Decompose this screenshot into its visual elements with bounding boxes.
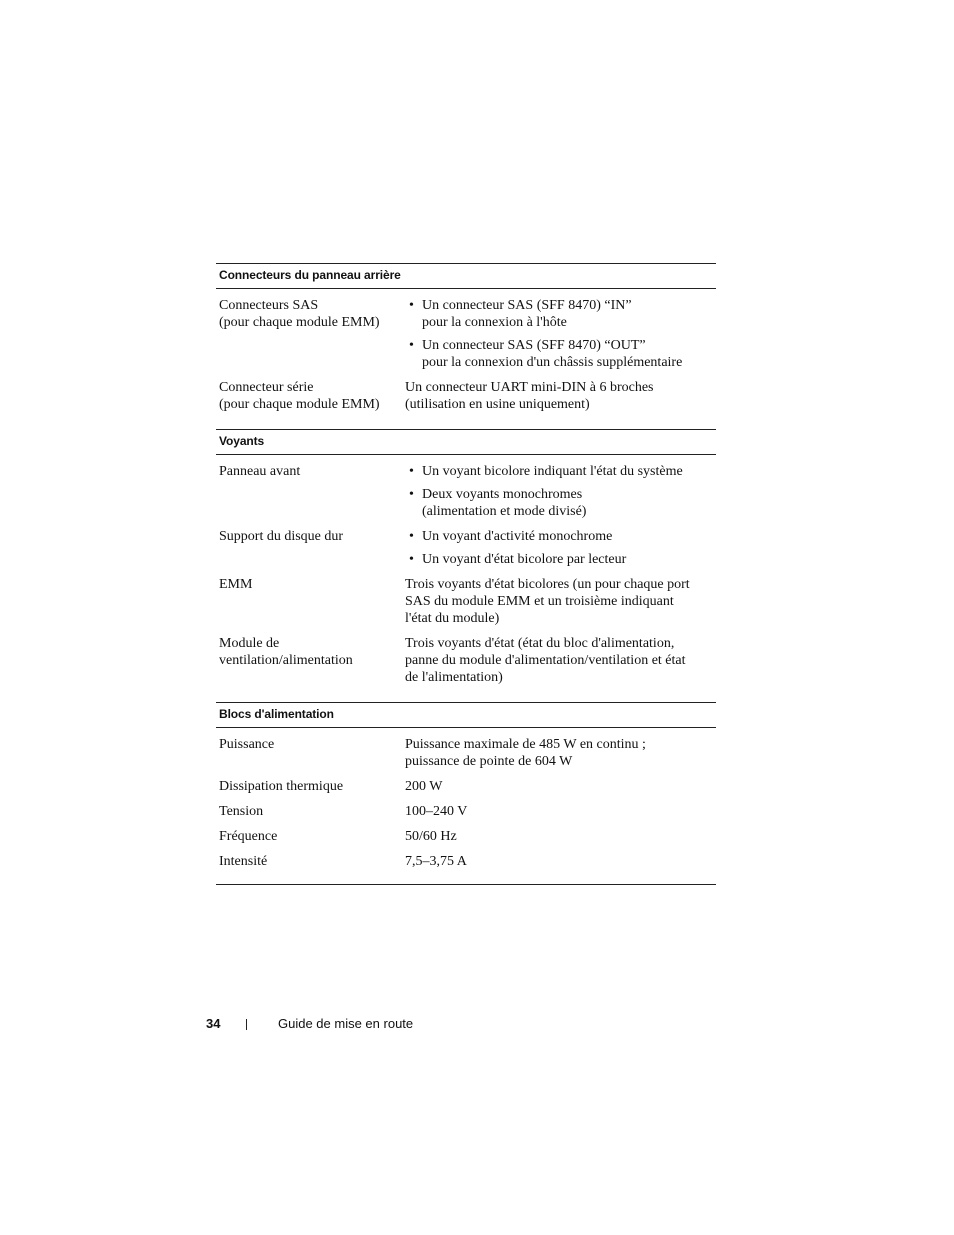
bullet-line: • Deux voyants monochromes xyxy=(422,487,583,502)
specifications-table xyxy=(216,263,716,886)
bullet-line: • Un connecteur SAS (SFF 8470) “IN” xyxy=(422,298,632,313)
section-rear-panel-connectors xyxy=(216,263,716,429)
spec-value-line: de l'alimentation) xyxy=(405,670,503,685)
spec-label xyxy=(216,736,405,770)
spec-label-line: Panneau avant xyxy=(219,464,301,479)
spec-label-line: ventilation/alimentation xyxy=(219,653,353,668)
spec-value-line: 50/60 Hz xyxy=(405,829,457,844)
spec-label xyxy=(216,635,405,686)
spec-value xyxy=(405,635,716,686)
spec-value-line: Trois voyants d'état bicolores (un pour chaque port xyxy=(405,577,690,592)
spec-label-line: Connecteurs SAS xyxy=(219,298,319,313)
bullet-item xyxy=(405,486,708,520)
spec-value-line: Un connecteur UART mini-DIN à 6 broches xyxy=(405,380,654,395)
spec-value xyxy=(405,828,716,845)
spec-value xyxy=(405,528,716,568)
bullet-line: pour la connexion à l'hôte xyxy=(422,315,567,330)
spec-label-line: (pour chaque module EMM) xyxy=(219,315,380,330)
spec-value xyxy=(405,379,716,413)
spec-row-amperage xyxy=(216,853,716,870)
spec-row-wattage xyxy=(216,736,716,770)
spec-label-line: Module de xyxy=(219,636,280,651)
spec-label-line: Fréquence xyxy=(219,829,278,844)
footer-separator xyxy=(246,1019,247,1030)
bullet-line: • Un voyant d'activité monochrome xyxy=(422,529,613,544)
spec-label-line: Support du disque dur xyxy=(219,529,344,544)
section-power-supplies xyxy=(216,702,716,886)
bullet-item xyxy=(405,551,708,568)
bullet-line: pour la connexion d'un châssis supplémentaire xyxy=(422,355,683,370)
spec-value xyxy=(405,463,716,520)
spec-value-line: (utilisation en usine uniquement) xyxy=(405,397,590,412)
spec-value-line: Trois voyants d'état (état du bloc d'alimentation, xyxy=(405,636,675,651)
spec-row-front-panel xyxy=(216,463,716,520)
spec-row-heat-dissipation xyxy=(216,778,716,795)
spec-row-fan-power-module xyxy=(216,635,716,686)
spec-label xyxy=(216,803,405,820)
spec-label-line: Puissance xyxy=(219,737,275,752)
spec-label-line: Connecteur série xyxy=(219,380,314,395)
spec-value xyxy=(405,853,716,870)
spec-label xyxy=(216,828,405,845)
spec-row-voltage xyxy=(216,803,716,820)
section-title: Blocs d'alimentation xyxy=(216,702,716,728)
spec-value-line: SAS du module EMM et un troisième indiquant xyxy=(405,594,674,609)
guide-title: Guide de mise en route xyxy=(278,1016,414,1031)
spec-value xyxy=(405,736,716,770)
section-title: Voyants xyxy=(216,429,716,455)
spec-value-line: l'état du module) xyxy=(405,611,500,626)
table-bottom-rule xyxy=(216,884,716,885)
section-indicators xyxy=(216,429,716,702)
spec-label xyxy=(216,297,405,371)
spec-label-line: EMM xyxy=(219,577,253,592)
spec-label-line: (pour chaque module EMM) xyxy=(219,397,380,412)
spec-row-hard-drive-carrier xyxy=(216,528,716,568)
bullet-item xyxy=(405,297,708,331)
bullet-line: • Un voyant d'état bicolore par lecteur xyxy=(422,552,627,567)
spec-label xyxy=(216,778,405,795)
section-title: Connecteurs du panneau arrière xyxy=(216,263,716,289)
spec-label xyxy=(216,576,405,627)
spec-label xyxy=(216,528,405,568)
spec-value-line: 100–240 V xyxy=(405,804,468,819)
spec-value-line: 7,5–3,75 A xyxy=(405,854,467,869)
bullet-line: (alimentation et mode divisé) xyxy=(422,504,587,519)
spec-label-line: Tension xyxy=(219,804,264,819)
spec-value-line: panne du module d'alimentation/ventilation et état xyxy=(405,653,686,668)
spec-value xyxy=(405,803,716,820)
spec-value-line: Puissance maximale de 485 W en continu ; xyxy=(405,737,646,752)
bullet-item xyxy=(405,337,708,371)
spec-value-line: 200 W xyxy=(405,779,443,794)
spec-label xyxy=(216,379,405,413)
page-number: 34 xyxy=(206,1016,221,1031)
spec-row-sas-connectors xyxy=(216,297,716,371)
bullet-line: • Un connecteur SAS (SFF 8470) “OUT” xyxy=(422,338,646,353)
bullet-item xyxy=(405,463,708,480)
spec-row-serial-connector xyxy=(216,379,716,413)
spec-row-frequency xyxy=(216,828,716,845)
spec-value xyxy=(405,576,716,627)
spec-value-line: puissance de pointe de 604 W xyxy=(405,754,573,769)
spec-value xyxy=(405,297,716,371)
bullet-line: • Un voyant bicolore indiquant l'état du système xyxy=(422,464,683,479)
spec-value xyxy=(405,778,716,795)
spec-label-line: Intensité xyxy=(219,854,268,869)
spec-label-line: Dissipation thermique xyxy=(219,779,344,794)
spec-label xyxy=(216,463,405,520)
spec-row-emm xyxy=(216,576,716,627)
spec-label xyxy=(216,853,405,870)
bullet-item xyxy=(405,528,708,545)
